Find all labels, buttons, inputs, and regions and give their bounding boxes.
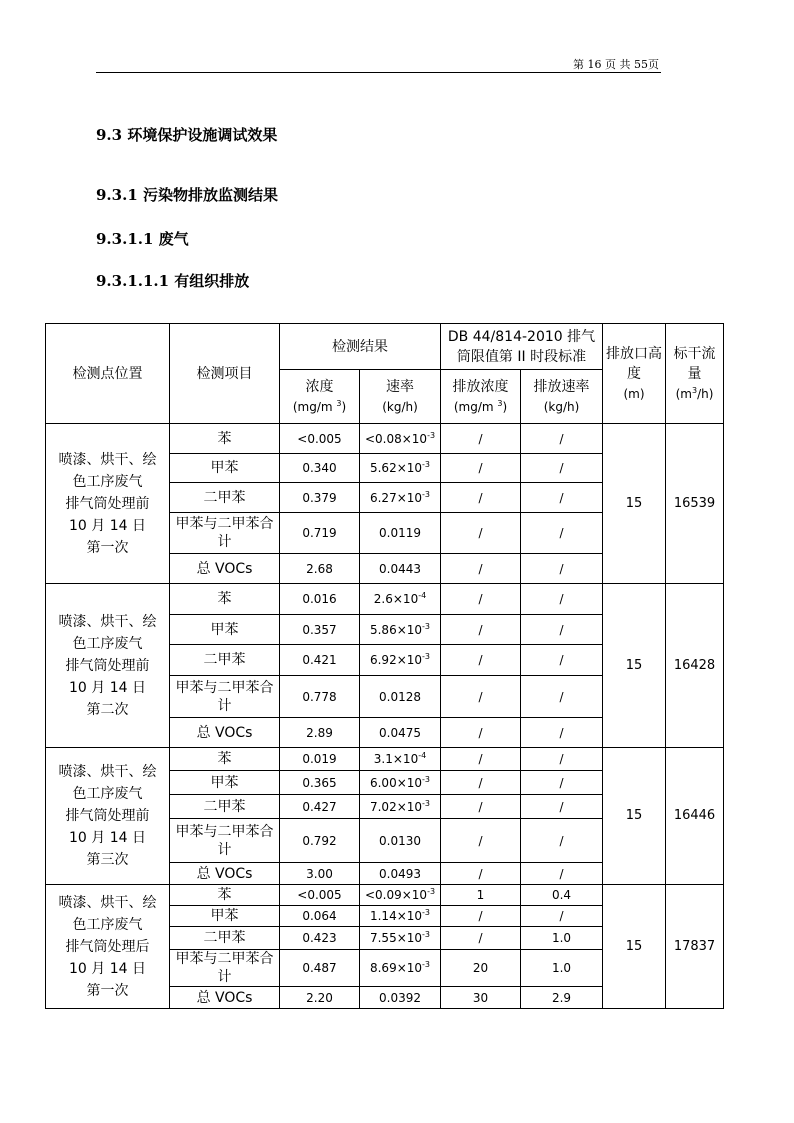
cell-limit-rate: 1.0 bbox=[521, 950, 603, 987]
cell-limit-concentration: / bbox=[441, 771, 521, 795]
header-results: 检测结果 bbox=[280, 324, 441, 370]
location-line: 排气筒处理前 bbox=[65, 808, 150, 824]
cell-location bbox=[46, 748, 170, 885]
cell-limit-rate: / bbox=[521, 483, 603, 513]
location-line: 第二次 bbox=[86, 701, 129, 718]
header-flow-label: 标干流量 bbox=[673, 345, 716, 382]
location-line: 喷漆、烘干、绘 bbox=[58, 451, 157, 468]
table-row bbox=[46, 424, 724, 454]
cell-limit-concentration: / bbox=[441, 863, 521, 885]
location-line: 第一次 bbox=[86, 982, 129, 999]
cell-location bbox=[46, 885, 170, 1009]
cell-limit-rate: / bbox=[521, 795, 603, 819]
cell-limit-concentration: 20 bbox=[441, 950, 521, 987]
cell-item: 甲苯与二甲苯合计 bbox=[170, 513, 280, 554]
cell-limit-rate: / bbox=[521, 906, 603, 927]
cell-concentration: 0.427 bbox=[280, 795, 360, 819]
header-height-label: 排放口高度 bbox=[606, 345, 663, 382]
header-flow bbox=[666, 324, 724, 424]
section-heading-9-3-1-1-1: 9.3.1.1.1 有组织排放 bbox=[96, 272, 250, 290]
cell-concentration: 0.340 bbox=[280, 454, 360, 483]
cell-item: 苯 bbox=[170, 584, 280, 615]
location-line: 排气筒处理前 bbox=[65, 657, 150, 674]
cell-rate: $5.62\times 10^{-3}$ bbox=[360, 454, 441, 483]
subheader-limit-rate: 排放速率 (kg/h) bbox=[521, 370, 603, 424]
cell-concentration: 0.792 bbox=[280, 819, 360, 863]
cell-item: 甲苯与二甲苯合计 bbox=[170, 676, 280, 718]
location-line: 排气筒处理后 bbox=[65, 938, 150, 955]
cell-rate: $5.86\times 10^{-3}$ bbox=[360, 615, 441, 645]
cell-rate: $7.02\times 10^{-3}$ bbox=[360, 795, 441, 819]
location-line: 色工序废气 bbox=[72, 786, 143, 802]
cell-limit-rate: / bbox=[521, 645, 603, 676]
cell-rate: $<0.08\times 10^{-3}$ bbox=[360, 424, 441, 454]
cell-concentration: 2.68 bbox=[280, 554, 360, 584]
cell-limit-concentration: / bbox=[441, 584, 521, 615]
cell-item: 总 VOCs bbox=[170, 718, 280, 748]
cell-rate: 0.0493 bbox=[360, 863, 441, 885]
cell-concentration: 2.20 bbox=[280, 987, 360, 1009]
cell-rate: 0.0475 bbox=[360, 718, 441, 748]
cell-limit-rate: / bbox=[521, 584, 603, 615]
cell-item: 甲苯与二甲苯合计 bbox=[170, 950, 280, 987]
cell-limit-concentration: / bbox=[441, 676, 521, 718]
location-line: 10 月 14 日 bbox=[69, 517, 146, 534]
header-location: 检测点位置 bbox=[46, 324, 170, 424]
cell-limit-concentration: / bbox=[441, 483, 521, 513]
cell-height: 15 bbox=[603, 748, 666, 885]
cell-concentration: 0.019 bbox=[280, 748, 360, 771]
cell-limit-rate: / bbox=[521, 819, 603, 863]
cell-limit-rate: / bbox=[521, 554, 603, 584]
cell-height: 15 bbox=[603, 424, 666, 584]
cell-item: 甲苯 bbox=[170, 454, 280, 483]
cell-concentration: <0.005 bbox=[280, 424, 360, 454]
location-line: 喷漆、烘干、绘 bbox=[58, 894, 157, 911]
table-row bbox=[46, 885, 724, 906]
cell-item: 甲苯 bbox=[170, 906, 280, 927]
header-height-unit: (m) bbox=[623, 386, 645, 401]
cell-item: 苯 bbox=[170, 424, 280, 454]
cell-limit-rate: / bbox=[521, 454, 603, 483]
cell-limit-concentration: / bbox=[441, 645, 521, 676]
cell-limit-concentration: / bbox=[441, 906, 521, 927]
cell-location bbox=[46, 584, 170, 748]
cell-limit-rate: 2.9 bbox=[521, 987, 603, 1009]
cell-limit-concentration: / bbox=[441, 615, 521, 645]
cell-rate: $2.6\times 10^{-4}$ bbox=[360, 584, 441, 615]
location-line: 10 月 14 日 bbox=[69, 679, 146, 696]
cell-flow: 17837 bbox=[666, 885, 724, 1009]
cell-limit-rate: / bbox=[521, 615, 603, 645]
cell-limit-rate: 1.0 bbox=[521, 927, 603, 950]
cell-concentration: 0.357 bbox=[280, 615, 360, 645]
cell-limit-rate: / bbox=[521, 748, 603, 771]
section-heading-9-3-1: 9.3.1 污染物排放监测结果 bbox=[96, 186, 278, 204]
cell-limit-rate: / bbox=[521, 771, 603, 795]
cell-concentration: 3.00 bbox=[280, 863, 360, 885]
cell-limit-concentration: 1 bbox=[441, 885, 521, 906]
cell-flow: 16446 bbox=[666, 748, 724, 885]
cell-limit-rate: / bbox=[521, 513, 603, 554]
subheader-limit-conc: 排放浓度 (mg/m $^3$) bbox=[441, 370, 521, 424]
emission-results-table bbox=[45, 323, 724, 1009]
cell-flow: 16428 bbox=[666, 584, 724, 748]
cell-limit-concentration: / bbox=[441, 454, 521, 483]
cell-limit-rate: 0.4 bbox=[521, 885, 603, 906]
cell-rate: 0.0119 bbox=[360, 513, 441, 554]
cell-rate: $6.00\times 10^{-3}$ bbox=[360, 771, 441, 795]
location-line: 10 月 14 日 bbox=[69, 960, 146, 977]
cell-limit-rate: / bbox=[521, 718, 603, 748]
cell-rate: 0.0130 bbox=[360, 819, 441, 863]
cell-concentration: 0.421 bbox=[280, 645, 360, 676]
location-line: 喷漆、烘干、绘 bbox=[58, 764, 157, 780]
cell-limit-concentration: / bbox=[441, 748, 521, 771]
cell-height: 15 bbox=[603, 885, 666, 1009]
cell-flow: 16539 bbox=[666, 424, 724, 584]
table-row bbox=[46, 748, 724, 771]
location-line: 排气筒处理前 bbox=[65, 495, 150, 512]
cell-rate: 0.0443 bbox=[360, 554, 441, 584]
cell-concentration: 0.379 bbox=[280, 483, 360, 513]
location-line: 色工序废气 bbox=[72, 635, 143, 652]
cell-limit-concentration: / bbox=[441, 424, 521, 454]
cell-rate: $7.55\times 10^{-3}$ bbox=[360, 927, 441, 950]
cell-limit-rate: / bbox=[521, 424, 603, 454]
section-heading-9-3: 9.3 环境保护设施调试效果 bbox=[96, 126, 278, 144]
subheader-rate: 速率 (kg/h) bbox=[360, 370, 441, 424]
cell-location bbox=[46, 424, 170, 584]
location-line: 第一次 bbox=[86, 539, 129, 556]
cell-rate: $<0.09\times 10^{-3}$ bbox=[360, 885, 441, 906]
cell-concentration: 0.487 bbox=[280, 950, 360, 987]
cell-item: 二甲苯 bbox=[170, 927, 280, 950]
location-line: 第三次 bbox=[86, 852, 129, 868]
cell-limit-concentration: / bbox=[441, 927, 521, 950]
section-heading-9-3-1-1: 9.3.1.1 废气 bbox=[96, 230, 189, 248]
cell-concentration: 0.016 bbox=[280, 584, 360, 615]
cell-limit-concentration: / bbox=[441, 513, 521, 554]
header-flow-unit: $(m^3/h)$ bbox=[675, 385, 714, 401]
header-height bbox=[603, 324, 666, 424]
cell-rate: $6.92\times 10^{-3}$ bbox=[360, 645, 441, 676]
cell-concentration: 0.719 bbox=[280, 513, 360, 554]
cell-concentration: 2.89 bbox=[280, 718, 360, 748]
cell-limit-concentration: 30 bbox=[441, 987, 521, 1009]
cell-item: 二甲苯 bbox=[170, 795, 280, 819]
page-header bbox=[96, 58, 661, 73]
cell-rate: 0.0392 bbox=[360, 987, 441, 1009]
cell-item: 二甲苯 bbox=[170, 483, 280, 513]
cell-rate: $3.1\times 10^{-4}$ bbox=[360, 748, 441, 771]
cell-limit-rate: / bbox=[521, 863, 603, 885]
location-line: 喷漆、烘干、绘 bbox=[58, 613, 157, 630]
cell-concentration: 0.064 bbox=[280, 906, 360, 927]
cell-concentration: 0.365 bbox=[280, 771, 360, 795]
table-row bbox=[46, 584, 724, 615]
cell-limit-rate: / bbox=[521, 676, 603, 718]
cell-concentration: 0.778 bbox=[280, 676, 360, 718]
cell-item: 二甲苯 bbox=[170, 645, 280, 676]
cell-item: 总 VOCs bbox=[170, 987, 280, 1009]
cell-concentration: <0.005 bbox=[280, 885, 360, 906]
cell-item: 总 VOCs bbox=[170, 554, 280, 584]
cell-height: 15 bbox=[603, 584, 666, 748]
subheader-conc: 浓度 (mg/m $^3$) bbox=[280, 370, 360, 424]
header-standard: DB 44/814-2010 排气筒限值第 II 时段标准 bbox=[441, 324, 603, 370]
location-line: 10 月 14 日 bbox=[69, 830, 146, 846]
cell-rate: $1.14\times 10^{-3}$ bbox=[360, 906, 441, 927]
cell-rate: 0.0128 bbox=[360, 676, 441, 718]
cell-limit-concentration: / bbox=[441, 554, 521, 584]
cell-item: 苯 bbox=[170, 748, 280, 771]
cell-rate: $6.27\times 10^{-3}$ bbox=[360, 483, 441, 513]
location-line: 色工序废气 bbox=[72, 916, 143, 933]
cell-limit-concentration: / bbox=[441, 819, 521, 863]
cell-item: 总 VOCs bbox=[170, 863, 280, 885]
cell-item: 甲苯 bbox=[170, 615, 280, 645]
cell-item: 甲苯与二甲苯合计 bbox=[170, 819, 280, 863]
cell-limit-concentration: / bbox=[441, 718, 521, 748]
header-item: 检测项目 bbox=[170, 324, 280, 424]
cell-rate: $8.69\times 10^{-3}$ bbox=[360, 950, 441, 987]
page-number: 第 16 页 共 55页 bbox=[573, 58, 659, 71]
cell-item: 苯 bbox=[170, 885, 280, 906]
cell-concentration: 0.423 bbox=[280, 927, 360, 950]
location-line: 色工序废气 bbox=[72, 473, 143, 490]
cell-limit-concentration: / bbox=[441, 795, 521, 819]
cell-item: 甲苯 bbox=[170, 771, 280, 795]
